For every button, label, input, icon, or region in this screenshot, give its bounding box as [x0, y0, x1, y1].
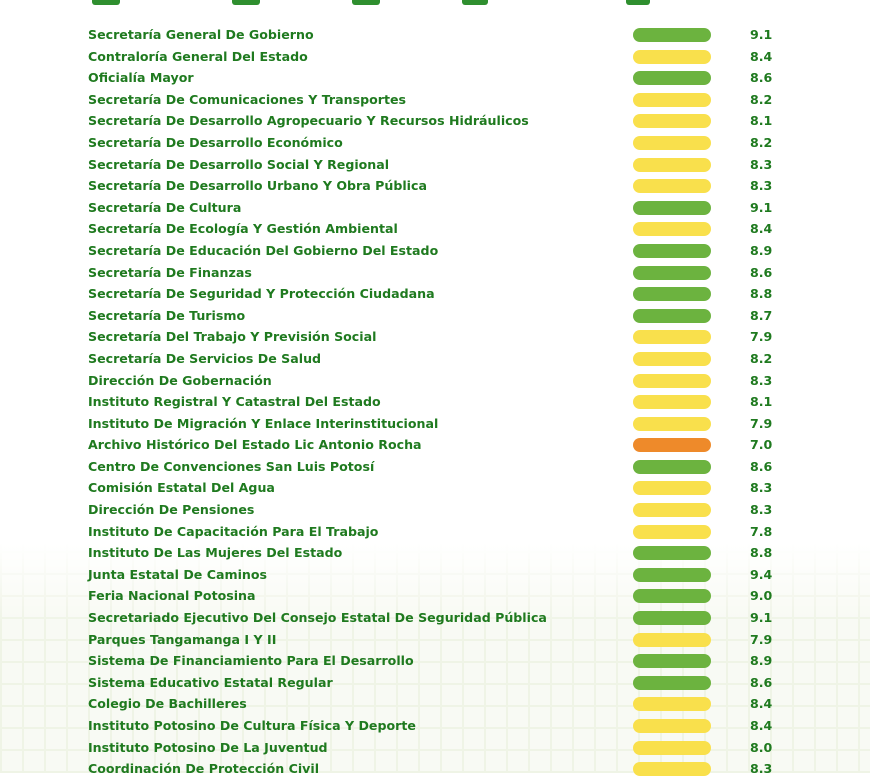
- score-indicator: [633, 93, 711, 107]
- score-value: 8.4: [750, 718, 773, 733]
- table-row: [0, 585, 870, 607]
- header-mark: [352, 0, 380, 5]
- score-indicator: [633, 50, 711, 64]
- table-row: [0, 218, 870, 240]
- dependency-name: Coordinación De Protección Civil: [88, 761, 320, 777]
- score-value: 8.3: [750, 761, 773, 777]
- score-value: 9.0: [750, 588, 773, 604]
- score-value: 8.7: [750, 307, 773, 323]
- score-value: 9.1: [750, 27, 773, 42]
- dependency-name: Colegio De Bachilleres: [88, 696, 247, 712]
- score-value: 8.3: [750, 502, 773, 518]
- score-value: 8.3: [750, 480, 773, 496]
- dependency-name: Comisión Estatal Del Agua: [88, 480, 275, 496]
- score-value: 8.6: [750, 264, 773, 280]
- header-mark: [626, 0, 650, 5]
- table-row: [0, 240, 870, 262]
- dependency-name: Secretaría De Ecología Y Gestión Ambiental: [88, 221, 398, 237]
- table-row: [0, 197, 870, 219]
- score-indicator: [633, 762, 711, 776]
- table-row: [0, 391, 870, 413]
- dependency-name: Secretaría De Desarrollo Agropecuario Y Recursos Hidráulicos: [88, 113, 529, 129]
- table-row: [0, 326, 870, 348]
- table-row: [0, 434, 870, 456]
- score-value: 8.2: [750, 350, 773, 366]
- table-row: [0, 672, 870, 694]
- score-indicator: [633, 525, 711, 539]
- dependency-name: Instituto De Migración Y Enlace Interinstitucional: [88, 415, 439, 431]
- dependency-name: Dirección De Gobernación: [88, 372, 272, 388]
- table-row: [0, 283, 870, 305]
- table-row: [0, 154, 870, 176]
- dependency-name: Secretaría De Educación Del Gobierno Del Estado: [88, 242, 439, 258]
- score-value: 8.6: [750, 458, 773, 474]
- header-mark: [462, 0, 488, 5]
- score-value: 8.2: [750, 134, 773, 150]
- table-row: [0, 262, 870, 284]
- score-indicator: [633, 71, 711, 85]
- table-row: [0, 477, 870, 499]
- dependency-name: Archivo Histórico Del Estado Lic Antonio Rocha: [88, 437, 422, 453]
- dependency-name: Secretaría De Desarrollo Económico: [88, 134, 343, 150]
- score-indicator: [633, 676, 711, 690]
- score-indicator: [633, 697, 711, 711]
- score-value: 7.9: [750, 631, 773, 647]
- score-value: 8.2: [750, 91, 773, 107]
- dependency-name: Instituto Registral Y Catastral Del Estado: [88, 394, 381, 410]
- table-row: [0, 650, 870, 672]
- score-value: 8.9: [750, 242, 773, 258]
- score-indicator: [633, 158, 711, 172]
- score-value: 7.8: [750, 523, 773, 539]
- score-value: 8.4: [750, 696, 773, 712]
- table-row: [0, 758, 870, 780]
- score-value: 7.0: [750, 437, 773, 453]
- table-row: [0, 564, 870, 586]
- table-row: [0, 110, 870, 132]
- header-decoration: [0, 0, 870, 6]
- dependency-name: Junta Estatal De Caminos: [88, 566, 268, 582]
- score-value: 8.4: [750, 48, 773, 64]
- dependency-name: Secretariado Ejecutivo Del Consejo Estatal De Seguridad Pública: [88, 610, 547, 626]
- score-value: 8.9: [750, 653, 773, 669]
- dependency-name: Contraloría General Del Estado: [88, 48, 308, 64]
- score-indicator: [633, 28, 711, 42]
- score-indicator: [633, 352, 711, 366]
- table-row: [0, 542, 870, 564]
- score-indicator: [633, 438, 711, 452]
- dependency-name: Secretaría De Turismo: [88, 307, 246, 323]
- score-value: 8.8: [750, 545, 773, 561]
- score-indicator: [633, 287, 711, 301]
- table-row: [0, 348, 870, 370]
- dependency-name: Parques Tangamanga I Y II: [88, 631, 277, 647]
- score-indicator: [633, 481, 711, 495]
- score-value: 8.8: [750, 286, 773, 302]
- score-indicator: [633, 374, 711, 388]
- score-value: 8.1: [750, 394, 773, 410]
- table-row: [0, 456, 870, 478]
- score-indicator: [633, 719, 711, 733]
- score-indicator: [633, 546, 711, 560]
- score-indicator: [633, 741, 711, 755]
- score-value: 8.6: [750, 70, 773, 86]
- table-row: [0, 67, 870, 89]
- dependency-name: Secretaría De Comunicaciones Y Transportes: [88, 91, 407, 107]
- score-indicator: [633, 460, 711, 474]
- score-indicator: [633, 395, 711, 409]
- table-row: [0, 607, 870, 629]
- table-row: [0, 629, 870, 651]
- score-value: 8.1: [750, 113, 773, 129]
- score-indicator: [633, 114, 711, 128]
- score-value: 8.3: [750, 372, 773, 388]
- table-row: [0, 715, 870, 737]
- dependency-name: Secretaría Del Trabajo Y Previsión Social: [88, 329, 377, 345]
- score-indicator: [633, 568, 711, 582]
- dependency-name: Instituto Potosino De La Juventud: [88, 739, 328, 755]
- dependency-name: Secretaría De Seguridad Y Protección Ciudadana: [88, 286, 435, 302]
- dependency-name: Instituto De Las Mujeres Del Estado: [88, 545, 343, 561]
- table-row: [0, 24, 870, 46]
- score-value: 8.0: [750, 739, 773, 755]
- dependency-name: Sistema De Financiamiento Para El Desarrollo: [88, 653, 414, 669]
- score-value: 9.4: [750, 566, 773, 582]
- table-row: [0, 499, 870, 521]
- score-indicator: [633, 244, 711, 258]
- dependency-name: Oficialía Mayor: [88, 70, 194, 86]
- dependency-name: Instituto Potosino De Cultura Física Y Deporte: [88, 718, 416, 733]
- dependency-name: Secretaría De Desarrollo Urbano Y Obra Pública: [88, 178, 427, 194]
- score-value: 9.1: [750, 610, 773, 626]
- score-indicator: [633, 633, 711, 647]
- table-row: [0, 46, 870, 68]
- dependency-name: Secretaría General De Gobierno: [88, 27, 314, 42]
- score-indicator: [633, 589, 711, 603]
- table-row: [0, 132, 870, 154]
- score-value: 8.6: [750, 674, 773, 690]
- dependency-name: Secretaría De Desarrollo Social Y Regional: [88, 156, 390, 172]
- table-row: [0, 305, 870, 327]
- score-value: 8.3: [750, 156, 773, 172]
- table-row: [0, 175, 870, 197]
- score-indicator: [633, 417, 711, 431]
- dependency-name: Secretaría De Cultura: [88, 199, 242, 215]
- score-indicator: [633, 309, 711, 323]
- score-value: 8.3: [750, 178, 773, 194]
- dependency-name: Dirección De Pensiones: [88, 502, 255, 518]
- score-indicator: [633, 179, 711, 193]
- score-indicator: [633, 222, 711, 236]
- score-indicator: [633, 330, 711, 344]
- score-indicator: [633, 654, 711, 668]
- score-indicator: [633, 611, 711, 625]
- dependency-name: Centro De Convenciones San Luis Potosí: [88, 458, 375, 474]
- scores-table: [0, 24, 870, 780]
- table-row: [0, 737, 870, 759]
- dependency-name: Feria Nacional Potosina: [88, 588, 256, 604]
- score-indicator: [633, 201, 711, 215]
- dependency-name: Secretaría De Finanzas: [88, 264, 252, 280]
- table-row: [0, 89, 870, 111]
- score-value: 7.9: [750, 329, 773, 345]
- score-indicator: [633, 503, 711, 517]
- header-mark: [232, 0, 260, 5]
- dependency-name: Sistema Educativo Estatal Regular: [88, 674, 333, 690]
- table-row: [0, 413, 870, 435]
- table-row: [0, 693, 870, 715]
- score-value: 8.4: [750, 221, 773, 237]
- dependency-name: Secretaría De Servicios De Salud: [88, 350, 322, 366]
- score-indicator: [633, 136, 711, 150]
- score-value: 9.1: [750, 199, 773, 215]
- score-value: 7.9: [750, 415, 773, 431]
- score-indicator: [633, 266, 711, 280]
- table-row: [0, 370, 870, 392]
- header-mark: [92, 0, 120, 5]
- dependency-name: Instituto De Capacitación Para El Trabajo: [88, 523, 379, 539]
- table-row: [0, 521, 870, 543]
